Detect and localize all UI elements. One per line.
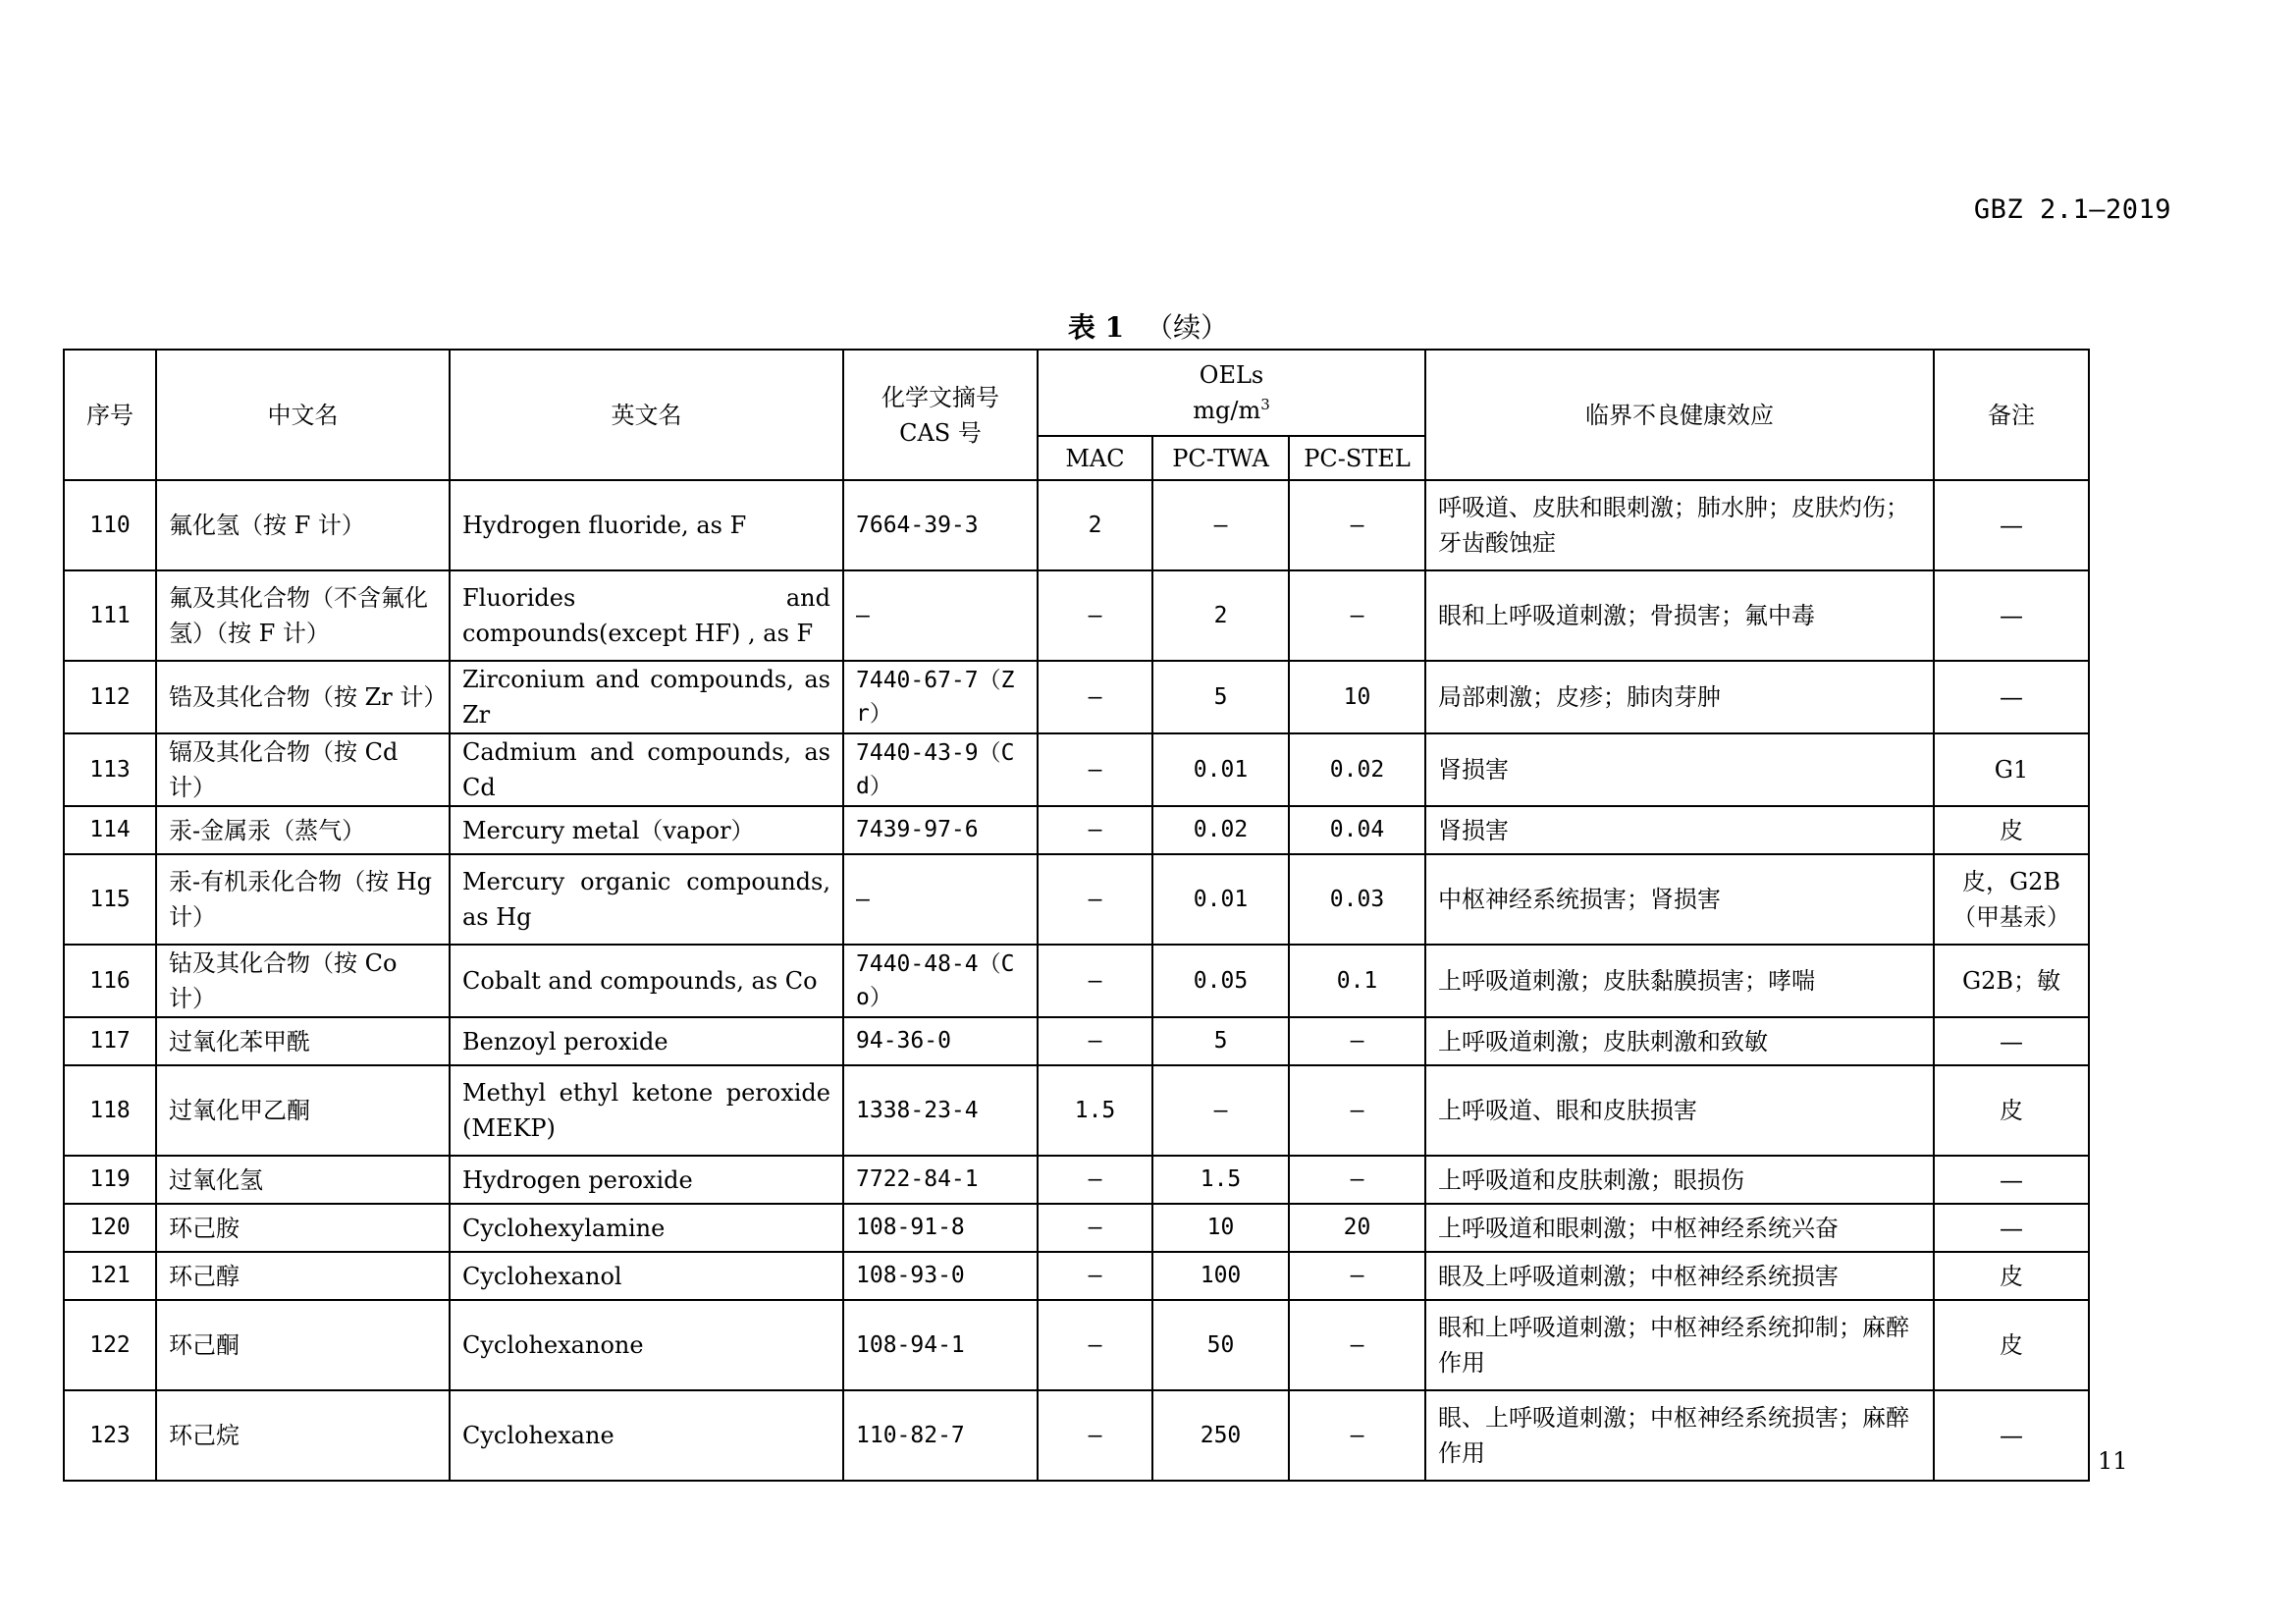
cell-pc-twa: 100 [1152, 1252, 1289, 1300]
table-row [64, 570, 2089, 661]
table-row [64, 733, 2089, 806]
cell-effect: 上呼吸道和皮肤刺激；眼损伤 [1425, 1156, 1934, 1204]
cell-cas: 108-93-0 [843, 1252, 1038, 1300]
cell-pc-stel: — [1289, 1065, 1425, 1156]
cell-pc-twa: 10 [1152, 1204, 1289, 1252]
header-cas [843, 350, 1038, 480]
cell-cas: — [843, 854, 1038, 945]
cell-mac: — [1038, 1390, 1152, 1481]
cell-note: — [1934, 480, 2089, 570]
cell-note: — [1934, 661, 2089, 733]
cell-pc-stel: — [1289, 570, 1425, 661]
table-row [64, 480, 2089, 570]
header-cas-line2: CAS 号 [899, 418, 982, 447]
cell-effect: 呼吸道、皮肤和眼刺激；肺水肿；皮肤灼伤；牙齿酸蚀症 [1425, 480, 1934, 570]
cell-mac: — [1038, 806, 1152, 854]
cell-en-name: Cyclohexylamine [450, 1204, 843, 1252]
cell-pc-stel: — [1289, 1017, 1425, 1065]
cell-seq: 120 [64, 1204, 156, 1252]
cell-cas: 7440-43-9（Cd） [843, 733, 1038, 806]
cell-pc-stel: — [1289, 1252, 1425, 1300]
cell-seq: 115 [64, 854, 156, 945]
header-pc-stel: PC-STEL [1289, 436, 1425, 480]
cell-mac: — [1038, 1156, 1152, 1204]
cell-cas: 7440-48-4（Co） [843, 945, 1038, 1017]
header-oels-unit-text: mg/m [1193, 397, 1261, 424]
cell-cn-name: 汞-金属汞（蒸气） [156, 806, 450, 854]
cell-en-name: Methyl ethyl ketone peroxide (MEKP) [450, 1065, 843, 1156]
table-title-suffix: （续） [1146, 311, 1229, 344]
cell-seq: 113 [64, 733, 156, 806]
cell-seq: 122 [64, 1300, 156, 1390]
cell-effect: 肾损害 [1425, 733, 1934, 806]
cell-cn-name: 过氧化氢 [156, 1156, 450, 1204]
cell-cas: 1338-23-4 [843, 1065, 1038, 1156]
cell-pc-stel: 20 [1289, 1204, 1425, 1252]
cell-cas: 7722-84-1 [843, 1156, 1038, 1204]
header-oels-unit-sup: 3 [1260, 396, 1270, 413]
header-oels-line1: OELs [1199, 361, 1264, 389]
header-cas-line1: 化学文摘号 [881, 383, 999, 411]
cell-cas: 7664-39-3 [843, 480, 1038, 570]
header-effects: 临界不良健康效应 [1425, 350, 1934, 480]
cell-cas: 7440-67-7（Zr） [843, 661, 1038, 733]
table-row [64, 1065, 2089, 1156]
cell-mac: — [1038, 1252, 1152, 1300]
cell-note: 皮 [1934, 1252, 2089, 1300]
cell-pc-stel: 10 [1289, 661, 1425, 733]
cell-mac: 2 [1038, 480, 1152, 570]
cell-note: G2B；敏 [1934, 945, 2089, 1017]
cell-pc-stel: — [1289, 1156, 1425, 1204]
cell-cn-name: 钴及其化合物（按 Co 计） [156, 945, 450, 1017]
header-pc-twa: PC-TWA [1152, 436, 1289, 480]
cell-effect: 中枢神经系统损害；肾损害 [1425, 854, 1934, 945]
cell-cn-name: 汞-有机汞化合物（按 Hg 计） [156, 854, 450, 945]
cell-effect: 肾损害 [1425, 806, 1934, 854]
cell-en-name: Cyclohexanone [450, 1300, 843, 1390]
cell-mac: — [1038, 1204, 1152, 1252]
cell-effect: 上呼吸道和眼刺激；中枢神经系统兴奋 [1425, 1204, 1934, 1252]
cell-seq: 119 [64, 1156, 156, 1204]
cell-effect: 眼、上呼吸道刺激；中枢神经系统损害；麻醉作用 [1425, 1390, 1934, 1481]
cell-note: 皮 [1934, 806, 2089, 854]
cell-effect: 眼及上呼吸道刺激；中枢神经系统损害 [1425, 1252, 1934, 1300]
table-row [64, 806, 2089, 854]
cell-pc-twa: 0.01 [1152, 854, 1289, 945]
header-oels-unit [1050, 393, 1413, 428]
cell-mac: — [1038, 1300, 1152, 1390]
cell-seq: 116 [64, 945, 156, 1017]
cell-pc-twa: — [1152, 480, 1289, 570]
cell-pc-stel: 0.04 [1289, 806, 1425, 854]
cell-mac: — [1038, 854, 1152, 945]
table-row [64, 1156, 2089, 1204]
cell-en-name: Hydrogen peroxide [450, 1156, 843, 1204]
cell-en-name: Cyclohexane [450, 1390, 843, 1481]
header-oels [1038, 350, 1425, 436]
cell-note: — [1934, 1390, 2089, 1481]
table-title [0, 306, 2296, 346]
table-row [64, 1300, 2089, 1390]
cell-pc-twa: 250 [1152, 1390, 1289, 1481]
cell-mac: — [1038, 945, 1152, 1017]
cell-pc-twa: 50 [1152, 1300, 1289, 1390]
cell-effect: 局部刺激；皮疹；肺肉芽肿 [1425, 661, 1934, 733]
header-seq: 序号 [64, 350, 156, 480]
cell-pc-twa: 5 [1152, 661, 1289, 733]
cell-cas: 94-36-0 [843, 1017, 1038, 1065]
cell-cn-name: 环己胺 [156, 1204, 450, 1252]
table-row [64, 1252, 2089, 1300]
cell-pc-twa: 0.01 [1152, 733, 1289, 806]
header-mac: MAC [1038, 436, 1152, 480]
cell-pc-stel: 0.02 [1289, 733, 1425, 806]
cell-seq: 121 [64, 1252, 156, 1300]
cell-seq: 118 [64, 1065, 156, 1156]
table-row [64, 1017, 2089, 1065]
cell-note: 皮 [1934, 1065, 2089, 1156]
cell-en-name: Benzoyl peroxide [450, 1017, 843, 1065]
cell-pc-stel: — [1289, 1300, 1425, 1390]
cell-cn-name: 环己酮 [156, 1300, 450, 1390]
cell-cas: 108-94-1 [843, 1300, 1038, 1390]
cell-cn-name: 锆及其化合物（按 Zr 计） [156, 661, 450, 733]
cell-mac: — [1038, 661, 1152, 733]
cell-note: 皮 [1934, 1300, 2089, 1390]
table-row [64, 1390, 2089, 1481]
cell-seq: 112 [64, 661, 156, 733]
table-title-label: 表 1 [1067, 311, 1125, 344]
cell-cn-name: 环己烷 [156, 1390, 450, 1481]
table-body [64, 480, 2089, 1481]
cell-seq: 114 [64, 806, 156, 854]
cell-en-name: Cyclohexanol [450, 1252, 843, 1300]
cell-note: — [1934, 1204, 2089, 1252]
cell-effect: 上呼吸道刺激；皮肤刺激和致敏 [1425, 1017, 1934, 1065]
page-number: 11 [2098, 1447, 2128, 1475]
cell-note: — [1934, 570, 2089, 661]
cell-en-name: Cadmium and compounds, as Cd [450, 733, 843, 806]
cell-seq: 123 [64, 1390, 156, 1481]
table-row [64, 854, 2089, 945]
cell-seq: 117 [64, 1017, 156, 1065]
cell-effect: 上呼吸道刺激；皮肤黏膜损害；哮喘 [1425, 945, 1934, 1017]
cell-mac: — [1038, 570, 1152, 661]
cell-cas: — [843, 570, 1038, 661]
cell-effect: 眼和上呼吸道刺激；骨损害；氟中毒 [1425, 570, 1934, 661]
cell-cn-name: 环己醇 [156, 1252, 450, 1300]
cell-note: G1 [1934, 733, 2089, 806]
cell-cn-name: 氟及其化合物（不含氟化氢）（按 F 计） [156, 570, 450, 661]
cell-cn-name: 氟化氢（按 F 计） [156, 480, 450, 570]
cell-mac: — [1038, 733, 1152, 806]
table-row [64, 1204, 2089, 1252]
cell-en-name: Zirconium and compounds, as Zr [450, 661, 843, 733]
header-en-name: 英文名 [450, 350, 843, 480]
cell-en-name: Mercury organic compounds, as Hg [450, 854, 843, 945]
table-row [64, 945, 2089, 1017]
cell-cas: 108-91-8 [843, 1204, 1038, 1252]
cell-mac: 1.5 [1038, 1065, 1152, 1156]
cell-pc-stel: — [1289, 480, 1425, 570]
cell-pc-twa: 1.5 [1152, 1156, 1289, 1204]
cell-cas: 7439-97-6 [843, 806, 1038, 854]
cell-seq: 111 [64, 570, 156, 661]
cell-cn-name: 过氧化苯甲酰 [156, 1017, 450, 1065]
cell-pc-twa: — [1152, 1065, 1289, 1156]
cell-en-name: Cobalt and compounds, as Co [450, 945, 843, 1017]
cell-note: — [1934, 1156, 2089, 1204]
cell-cn-name: 镉及其化合物（按 Cd 计） [156, 733, 450, 806]
header-cn-name: 中文名 [156, 350, 450, 480]
cell-pc-stel: — [1289, 1390, 1425, 1481]
cell-effect: 眼和上呼吸道刺激；中枢神经系统抑制；麻醉作用 [1425, 1300, 1934, 1390]
cell-en-name: Mercury metal（vapor） [450, 806, 843, 854]
table-header [64, 350, 2089, 480]
table-row [64, 661, 2089, 733]
cell-pc-stel: 0.03 [1289, 854, 1425, 945]
cell-seq: 110 [64, 480, 156, 570]
cell-cas: 110-82-7 [843, 1390, 1038, 1481]
header-notes: 备注 [1934, 350, 2089, 480]
standard-code: GBZ 2.1—2019 [1973, 194, 2171, 225]
cell-pc-twa: 0.05 [1152, 945, 1289, 1017]
cell-pc-twa: 0.02 [1152, 806, 1289, 854]
cell-en-name: Hydrogen fluoride, as F [450, 480, 843, 570]
cell-effect: 上呼吸道、眼和皮肤损害 [1425, 1065, 1934, 1156]
cell-note: 皮，G2B（甲基汞） [1934, 854, 2089, 945]
oel-table [63, 349, 2090, 1482]
cell-cn-name: 过氧化甲乙酮 [156, 1065, 450, 1156]
cell-pc-twa: 2 [1152, 570, 1289, 661]
cell-en-name: Fluorides and compounds(except HF) , as F [450, 570, 843, 661]
cell-note: — [1934, 1017, 2089, 1065]
cell-pc-stel: 0.1 [1289, 945, 1425, 1017]
cell-mac: — [1038, 1017, 1152, 1065]
cell-pc-twa: 5 [1152, 1017, 1289, 1065]
